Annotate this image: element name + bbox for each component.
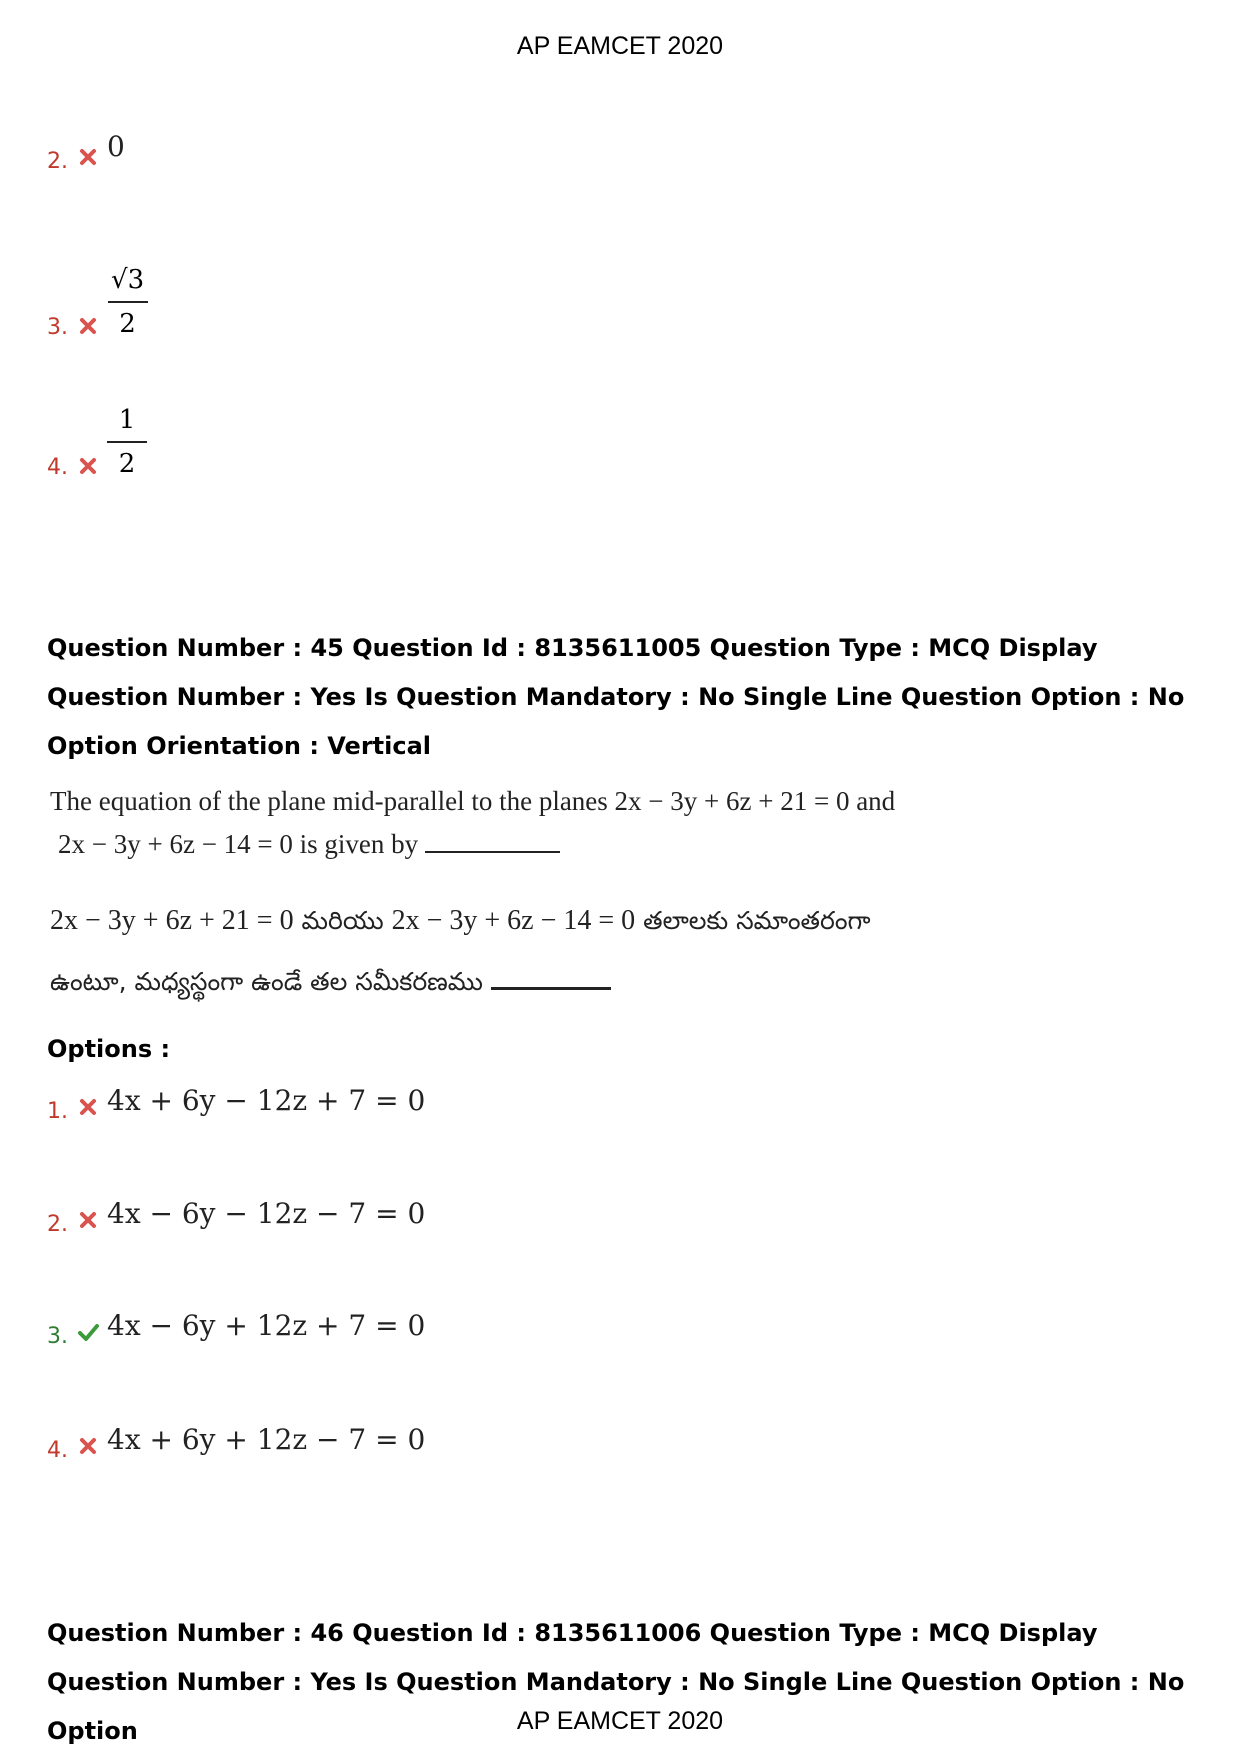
fraction-bar: [108, 301, 148, 303]
te-equation-2: 2x − 3y + 6z − 14 = 0: [391, 905, 636, 936]
q45-option-3: [47, 1309, 426, 1349]
page-footer: AP EAMCET 2020: [516, 1707, 724, 1735]
fraction: [107, 405, 147, 479]
option-value: 4x − 6y + 12z + 7 = 0: [107, 1309, 426, 1342]
answer-blank: [491, 965, 611, 990]
fraction-numerator: 1: [118, 405, 136, 435]
prev-option-4: [47, 405, 147, 479]
cross-icon: [77, 1435, 99, 1457]
cross-icon: [77, 146, 99, 168]
option-number: 4.: [47, 455, 68, 480]
fraction-denominator: 2: [119, 309, 136, 339]
option-number: 2.: [47, 149, 68, 174]
option-number: 3.: [47, 315, 68, 340]
option-value: 4x + 6y + 12z − 7 = 0: [107, 1423, 426, 1456]
question-text-te-line2: [50, 965, 1050, 1003]
te-equation-1: 2x − 3y + 6z + 21 = 0: [50, 905, 294, 936]
question-text-en: [50, 780, 1000, 866]
option-value: 0: [107, 130, 125, 163]
options-label: Options :: [47, 1035, 171, 1063]
te-word-2: తలాలకు సమాంతరంగా: [635, 906, 871, 935]
cross-icon: [77, 455, 99, 477]
question-text-te-line1: [50, 905, 1050, 942]
option-number: 4.: [47, 1438, 68, 1463]
cross-icon: [77, 315, 99, 337]
fraction: [107, 265, 148, 339]
option-number: 2.: [47, 1212, 68, 1237]
page-header: AP EAMCET 2020: [516, 32, 724, 60]
te-word-1: మరియు: [293, 906, 392, 935]
option-number: 1.: [47, 1099, 68, 1124]
fraction-numerator: √3: [111, 265, 145, 295]
option-value: 4x + 6y − 12z + 7 = 0: [107, 1084, 426, 1117]
question-text-line2-wrap: [50, 823, 1000, 866]
cross-icon: [77, 1096, 99, 1118]
fraction-denominator: 2: [118, 449, 136, 479]
question-text-line1: The equation of the plane mid-parallel to the planes 2x − 3y + 6z + 21 = 0 and: [50, 786, 896, 816]
answer-blank: [425, 829, 560, 853]
option-value: 4x − 6y − 12z − 7 = 0: [107, 1197, 426, 1230]
q45-option-4: [47, 1423, 426, 1463]
option-number: 3.: [47, 1324, 68, 1349]
prev-option-3: [47, 255, 148, 339]
te-line2-text: ఉంటూ, మధ్యస్థంగా ఉండే తల సమీకరణము: [50, 967, 483, 996]
prev-option-2: [47, 130, 125, 174]
cross-icon: [77, 1209, 99, 1231]
question-meta-45: Question Number : 45 Question Id : 8135611005 Question Type : MCQ Display Question Number : Yes Is Question Mandatory : No Single Line Question Option : No Option Orientation : Vertical: [47, 634, 1185, 760]
fraction-bar: [107, 441, 147, 443]
question-meta-46: Question Number : 46 Question Id : 8135611006 Question Type : MCQ Display Question Number : Yes Is Question Mandatory : No Single Line Question Option : No Option: [47, 1619, 1185, 1745]
q45-option-1: [47, 1084, 426, 1124]
check-icon: [77, 1321, 99, 1343]
question-text-line2: 2x − 3y + 6z − 14 = 0 is given by: [58, 829, 419, 859]
q45-option-2: [47, 1197, 426, 1237]
